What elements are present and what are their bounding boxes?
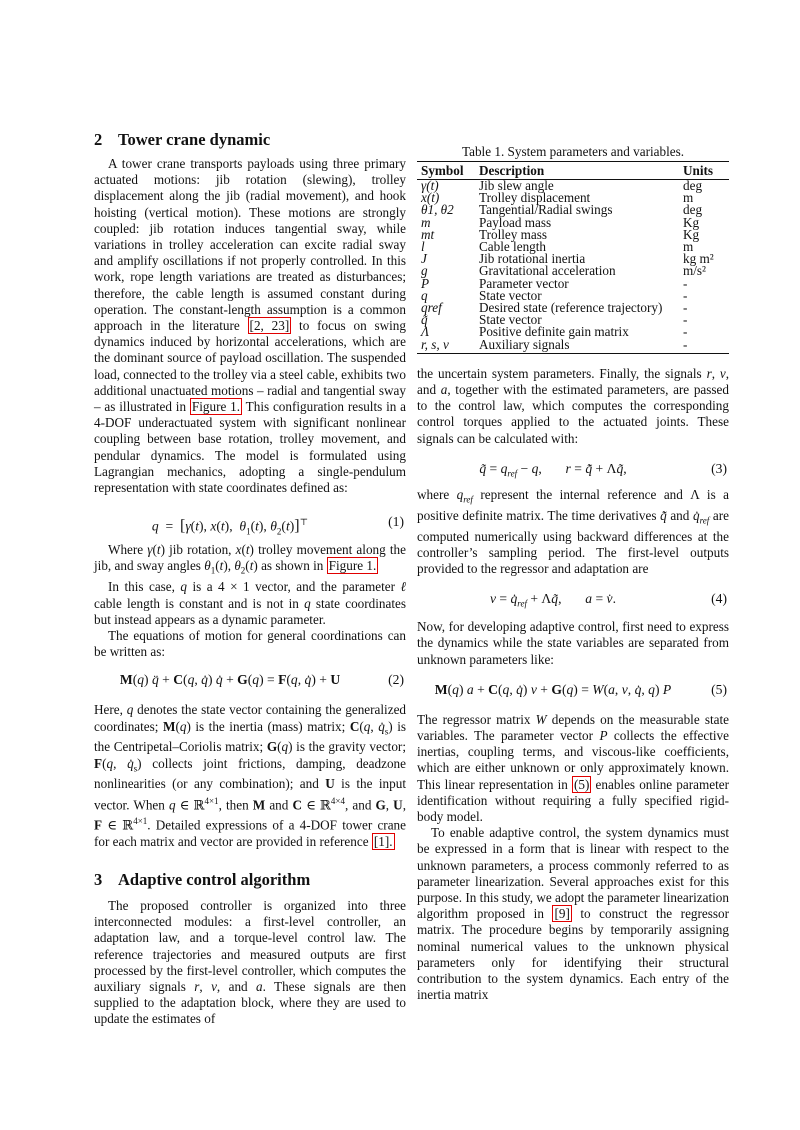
cell-unit: m [683,239,694,255]
cell-symbol: θ1, θ2 [421,202,454,218]
cell-symbol: m [421,214,431,230]
equation-2: M(q) q̈ + C(q, q̇) q̇ + G(q) = F(q, q̇) + U (2) [94,670,406,690]
paragraph-vector: In this case, q is a 4 × 1 vector, and the parameter ℓ cable length is constant and is not in q state coordinates but instead appears as a dynamic parameter. [94,579,407,627]
cell-unit: m/s² [683,263,707,279]
paragraph-where: Where γ(t) jib rotation, x(t) trolley movement along the jib, and sway angles $\theta_1(t)$, $\theta_2(t)$ as shown in Figure 1. [94,542,406,577]
citation-link[interactable]: [1]. [373,833,393,849]
figure-link[interactable]: Figure 1. [328,558,377,574]
equation-4: $v = q̇_{ref}$ + Λq̃, a = v̇. (4) [489,591,727,609]
cell-description: Gravitational acceleration [479,263,616,279]
equation-1: q = [γ(t), x(t), $\theta_1(t)$, $\theta_2(t)]^⊤$ (1) [151,514,404,537]
cell-symbol: mt [421,226,435,242]
cell-symbol: r, s, v [417,339,475,354]
cell-unit: - [683,275,688,291]
cell-description: Parameter vector [479,275,569,291]
cell-unit: - [683,312,688,328]
cell-symbol: g [421,263,428,279]
cell-symbol: q [421,287,428,303]
cell-unit: Kg [683,226,700,242]
header-symbol: Symbol [417,162,475,180]
cell-description: Desired state (reference trajectory) [479,300,663,316]
cell-description: Positive definite gain matrix [479,324,629,340]
header-units: Units [679,162,729,180]
paragraph-controller: The proposed controller is organized into three interconnected modules: a first-level controller, an adaptation law, and a torque-level control law. The reference trajectories and measured outputs are first processed by the first-level controller, which computes the auxiliary signals r, v, and a. These signals are then supplied to the adaptation block, where they are used to update the estimates of [94,898,407,1027]
cell-unit: - [683,324,688,340]
cell-symbol: J [421,251,427,267]
paragraph-intro: A tower crane transports payloads using three primary actuated motions: jib rotation (slewing), trolley displacement along the jib (radial movement), and hook hoisting (vertical motion). These motions are strongly coupled: jib rotation induces tangential sway, while variations in trolley acceleration can excite radial sway and amplify oscillations if not properly controlled. In this work, rope length variations are treated as disturbances; therefore, the cable length is assumed constant during operation. The constant-length assumption is a common approach in the literature [2, 23] to focus on swing dynamics induced by horizontal accelerations, which are the dominant source of payload oscillation. The suspended load, connected to the trolley via a steel cable, exhibits two additional unactuated motions – radial and tangential sway – as illustrated in Figure 1. This configuration results in a 4-DOF underactuated system with significant nonlinear coupling between base rotation, trolley movement, and pendular dynamics. The model is formulated using Lagrangian mechanics, adopting a single-pendulum representation with state coordinates defined as: [94,156,407,496]
equation-number: (3) [711,460,727,476]
equation-number: (1) [388,514,404,530]
citation-link[interactable]: [9] [554,906,570,922]
cell-symbol: x(t) [421,190,440,206]
equation-3: q̃ = $q_{ref} - q$, r = q̃̇ + Λq̃, (3) [479,460,727,479]
cell-symbol: Λ [421,324,429,340]
paragraph-adaptive: Now, for developing adaptive control, first need to express the dynamics while the state variables are separated from unknown parameters like: [417,619,729,667]
cell-unit: deg [683,202,703,218]
section-3-heading [94,870,406,890]
cell-symbol: qref [421,300,442,316]
section-2-heading [94,130,406,150]
cell-unit: - [683,300,688,316]
cell-symbol: q̃ [421,312,428,328]
cell-description: Cable length [479,239,547,255]
cell-description: Payload mass [479,214,552,230]
paragraph-regressor: The regressor matrix W depends on the measurable state variables. The parameter vector P collects the effective inertias, coupling terms, and viscous-like coefficients, which are either unknown or only approximately known. This linear representation in (5) enables online parameter identification without requiring a fully specified rigid-body model. [417,711,730,824]
paragraph-motion: The equations of motion for general coordinations can be written as: [94,627,406,660]
equation-link[interactable]: (5) [573,776,590,792]
equation-5: M(q) a + C(q, q̇) v + G(q) = W(a, v, q̇, q) P (5) [417,680,729,700]
cell-description: Trolley mass [479,226,548,242]
cell-description: State vector [479,312,542,328]
cell-unit: m [683,190,694,206]
cell-description: Trolley displacement [479,190,591,206]
section-number: 3 [94,870,103,890]
cell-symbol: P [421,275,430,291]
table-row [417,339,729,354]
cell-description: Jib slew angle [479,178,554,193]
section-title: Adaptive control algorithm [118,870,311,890]
paragraph-reference: where $q_{ref}$ represent the internal reference and Λ is a positive definite matrix. The time derivatives q̃̇ and $q̇_{ref}$ are computed numerically using backward differences at the controller’s sampling period. The first-level outputs provided to the regressor and adaptation are [417,486,730,576]
cell-description: Jib rotational inertia [479,251,586,267]
table-header-row [417,162,729,180]
cell-unit: - [679,339,729,354]
table-body [417,180,729,354]
cell-unit: Kg [683,214,700,230]
cell-description: Auxiliary signals [475,339,679,354]
paragraph-linearization: To enable adaptive control, the system dynamics must be expressed in a form that is linear with respect to the unknown parameters, a process commonly referred to as parameter linearization. Several approaches exist for this purpose. In this study, we adopt the parameter linearization algorithm proposed in [9] to construct the regressor matrix. The procedure begins by temporarily assigning nominal numerical values to the unknown physical parameters only for identifying their structural contribution to the system dynamics. Each entry of the inertia matrix [417,825,730,1003]
cell-symbol: γ(t) [421,178,439,193]
cell-unit: - [683,287,688,303]
header-description: Description [475,162,679,180]
equation-number: (5) [711,681,727,697]
right-column [417,144,729,1003]
paragraph-signals: the uncertain system parameters. Finally, the signals r, v, and a, together with the estimated parameters, are passed to the control law, which computes the corresponding control torques applied to the actuated joints. These signals can be calculated with: [417,365,730,446]
parameters-table [417,161,729,354]
table-caption: Table 1. System parameters and variables. [461,144,685,159]
equation-number: (4) [711,591,727,607]
cell-unit: deg [683,178,703,193]
section-title: Tower crane dynamic [118,130,271,149]
cell-symbol: l [421,239,425,255]
cell-description: State vector [479,287,542,303]
paragraph-definitions: Here, q denotes the state vector containing the generalized coordinates; M(q) is the inertia (mass) matrix; C(q, $q̇_s$) is the Centripetal–Coriolis matrix; G(q) is the gravity vector; F(q, $q̇_s$) collects joint frictions, damping, deadzone nonlinearities (or any combination); and U is the input vector. When q ∈ ℝ$^{4\times 1}$, then M and C ∈ ℝ$^{4\times 4}$, and G, U, F ∈ ℝ$^{4\times 1}$. Detailed expressions of a 4-DOF tower crane for each matrix and vector are provided in reference [1]. [94,702,407,849]
cell-unit: kg m² [683,251,714,267]
equation-number: (2) [388,672,404,688]
section-number: 2 [94,130,103,149]
citation-link[interactable]: [2, 23] [249,318,290,334]
left-column [94,130,406,1028]
cell-description: Tangential/Radial swings [479,202,613,218]
figure-link[interactable]: Figure 1. [191,399,241,415]
